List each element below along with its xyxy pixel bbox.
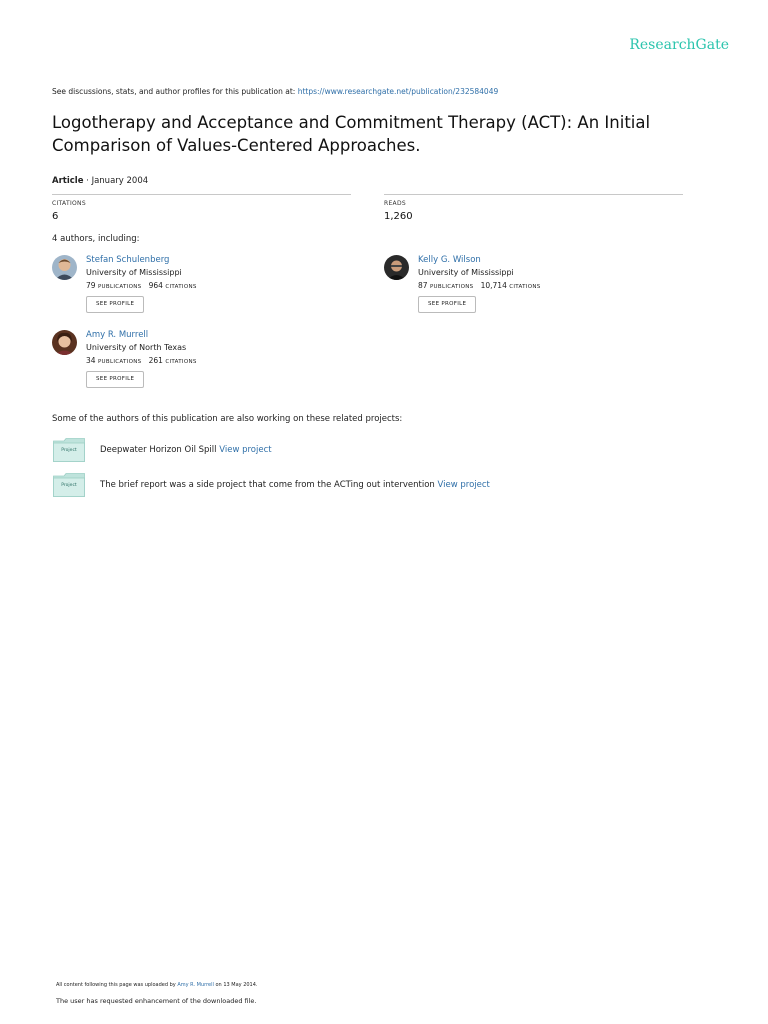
upload-date: on 13 May 2014. [213, 982, 258, 988]
upload-prefix: All content following this page was uploaded by [56, 982, 178, 988]
publications-label: PUBLICATIONS [97, 284, 142, 290]
see-profile-button[interactable]: SEE PROFILE [418, 296, 476, 313]
project-item [53, 473, 613, 497]
avatar[interactable] [52, 255, 77, 280]
avatar[interactable] [384, 255, 409, 280]
upload-footer [56, 982, 258, 988]
publications-count: 34 [86, 356, 96, 365]
folder-icon-label: Project [61, 483, 77, 488]
folder-icon-label: Project [61, 448, 77, 453]
author-institution: University of Mississippi [418, 268, 514, 277]
citations-label: CITATIONS [509, 284, 541, 290]
author-institution: University of Mississippi [86, 268, 182, 277]
citations-count: 10,714 [480, 281, 507, 290]
project-item [53, 438, 553, 462]
author-stats [86, 356, 197, 365]
citations-label: CITATIONS [165, 359, 197, 365]
author-card [52, 330, 372, 394]
publication-date: · January 2004 [83, 176, 149, 186]
reads-label: READS [384, 200, 406, 207]
folder-icon [53, 473, 85, 497]
folder-icon [53, 438, 85, 462]
project-text [100, 445, 272, 455]
author-stats [86, 281, 197, 290]
divider-citations [52, 194, 351, 195]
uploader-link[interactable]: Amy R. Murrell [177, 982, 214, 988]
researchgate-logo[interactable]: ResearchGate [629, 37, 729, 53]
author-name-link[interactable]: Stefan Schulenberg [86, 255, 170, 265]
publications-label: PUBLICATIONS [429, 284, 474, 290]
project-title: The brief report was a side project that come from the ACTing out intervention [100, 480, 438, 490]
related-projects-heading: Some of the authors of this publication are also working on these related projects: [52, 414, 403, 424]
project-text [100, 480, 490, 490]
author-card [52, 255, 372, 319]
publications-count: 79 [86, 281, 96, 290]
author-stats [418, 281, 541, 290]
citations-count: 261 [148, 356, 163, 365]
author-card [384, 255, 704, 319]
enhancement-note: The user has requested enhancement of the downloaded file. [56, 997, 257, 1005]
reads-value: 1,260 [384, 211, 413, 222]
publications-count: 87 [418, 281, 428, 290]
citations-label: CITATIONS [165, 284, 197, 290]
publication-url-link[interactable]: https://www.researchgate.net/publication/232584049 [297, 87, 499, 96]
see-profile-button[interactable]: SEE PROFILE [86, 296, 144, 313]
authors-count: 4 authors, including: [52, 234, 140, 244]
see-profile-button[interactable]: SEE PROFILE [86, 371, 144, 388]
view-project-link[interactable]: View project [437, 480, 490, 490]
author-institution: University of North Texas [86, 343, 187, 352]
publication-title: Logotherapy and Acceptance and Commitment Therapy (ACT): An Initial Comparison of Values-Centered Approaches. [52, 113, 651, 155]
citations-label: CITATIONS [52, 200, 86, 207]
avatar[interactable] [52, 330, 77, 355]
citations-value: 6 [52, 211, 59, 222]
discussion-prefix: See discussions, stats, and author profiles for this publication at: [52, 87, 298, 96]
divider-reads [384, 194, 683, 195]
project-title: Deepwater Horizon Oil Spill [100, 445, 220, 455]
author-name-link[interactable]: Kelly G. Wilson [418, 255, 481, 265]
publications-label: PUBLICATIONS [97, 359, 142, 365]
publication-type: Article [52, 176, 84, 186]
discussion-line [52, 87, 498, 96]
author-name-link[interactable]: Amy R. Murrell [86, 330, 149, 340]
publication-meta [52, 176, 148, 186]
view-project-link[interactable]: View project [219, 445, 272, 455]
citations-count: 964 [148, 281, 163, 290]
